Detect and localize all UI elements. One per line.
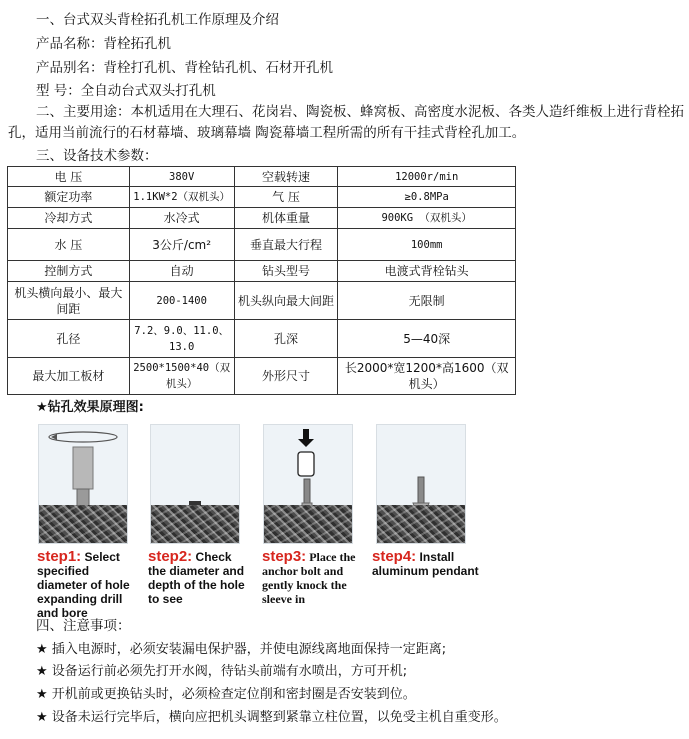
step-number: step1: [37, 548, 82, 565]
spec-label: 孔径 [8, 320, 130, 358]
step1-caption [37, 550, 141, 620]
table-row [8, 208, 516, 229]
spec-value: 长2000*宽1200*高1600（双机头） [338, 358, 516, 395]
section-3-title: 三、设备技术参数： [36, 148, 158, 164]
product-name: 产品名称：背栓拓孔机 [36, 36, 171, 52]
spec-label: 电 压 [8, 167, 130, 187]
step4-caption [372, 550, 482, 578]
table-row [8, 229, 516, 261]
spec-label: 机头横向最小、最大间距 [8, 282, 130, 320]
spec-value: 3公斤/cm² [129, 229, 234, 261]
table-row [8, 261, 516, 282]
note-item: ★ 插入电源时，必须安装漏电保护器，并使电源线离地面保持一定距离; [36, 642, 447, 657]
spec-label: 气 压 [234, 187, 338, 208]
spec-label: 额定功率 [8, 187, 130, 208]
step3-photo [263, 424, 353, 544]
step-number: step4: [372, 548, 417, 565]
step1-photo [38, 424, 128, 544]
spec-value: 5—40深 [338, 320, 516, 358]
step2-caption [148, 550, 246, 606]
spec-label: 机头纵向最大间距 [234, 282, 338, 320]
spec-value: 900KG （双机头） [338, 208, 516, 229]
step-text: Select specified diameter of hole expanding drill and bore [37, 550, 130, 620]
note-item: ★ 开机前或更换钻头时，必须检查定位削和密封圈是否安装到位。 [36, 687, 416, 702]
table-row [8, 358, 516, 395]
spec-value: 100mm [338, 229, 516, 261]
product-model: 型 号：全自动台式双头打孔机 [36, 83, 216, 99]
section-2-usage: 二、主要用途：本机适用在大理石、花岗岩、陶瓷板、蜂窝板、高密度水泥板、各类人造纤维板上进行背栓拓孔，适用当前流行的石材幕墙、玻璃幕墙 陶瓷幕墙工程所需的所有干挂式背栓孔加工。 [8, 104, 684, 141]
step-number: step3: [262, 548, 307, 565]
section-4-title: 四、注意事项： [36, 618, 131, 634]
note-item: ★ 设备未运行完毕后，横向应把机头调整到紧靠立柱位置，以免受主机自重变形。 [36, 710, 507, 725]
spec-value: 7.2、9.0、11.0、13.0 [129, 320, 234, 358]
spec-label: 控制方式 [8, 261, 130, 282]
spec-label: 水 压 [8, 229, 130, 261]
spec-label: 孔深 [234, 320, 338, 358]
spec-value: 无限制 [338, 282, 516, 320]
step3-caption [262, 550, 358, 606]
spec-label: 机体重量 [234, 208, 338, 229]
spec-value: 380V [129, 167, 234, 187]
step-text: Check the diameter and depth of the hole to see [148, 550, 245, 606]
table-row [8, 320, 516, 358]
spec-table [7, 166, 516, 395]
spec-label: 冷却方式 [8, 208, 130, 229]
spec-value: 2500*1500*40（双机头） [129, 358, 234, 395]
step-number: step2: [148, 548, 193, 565]
spec-value: 自动 [129, 261, 234, 282]
step-text: Place the anchor bolt and gently knock the sleeve in [262, 550, 356, 606]
step4-photo [376, 424, 466, 544]
spec-label: 外形尺寸 [234, 358, 338, 395]
spec-label: 空载转速 [234, 167, 338, 187]
step-text: Install aluminum pendant [372, 550, 479, 578]
spec-label: 最大加工板材 [8, 358, 130, 395]
table-row [8, 187, 516, 208]
diagram-title: ★钻孔效果原理图: [36, 400, 144, 415]
product-alias: 产品别名：背栓打孔机、背栓钻孔机、石材开孔机 [36, 60, 333, 76]
spec-label: 垂直最大行程 [234, 229, 338, 261]
note-item: ★ 设备运行前必须先打开水阀，待钻头前端有水喷出，方可开机; [36, 664, 408, 679]
spec-label: 钻头型号 [234, 261, 338, 282]
spec-value: ≥0.8MPa [338, 187, 516, 208]
spec-value: 电渡式背栓钻头 [338, 261, 516, 282]
table-row [8, 282, 516, 320]
spec-value: 水冷式 [129, 208, 234, 229]
section-1-title: 一、台式双头背栓拓孔机工作原理及介绍 [36, 12, 279, 28]
table-row [8, 167, 516, 187]
spec-value: 1.1KW*2（双机头） [129, 187, 234, 208]
spec-value: 200-1400 [129, 282, 234, 320]
spec-value: 12000r/min [338, 167, 516, 187]
step2-photo [150, 424, 240, 544]
